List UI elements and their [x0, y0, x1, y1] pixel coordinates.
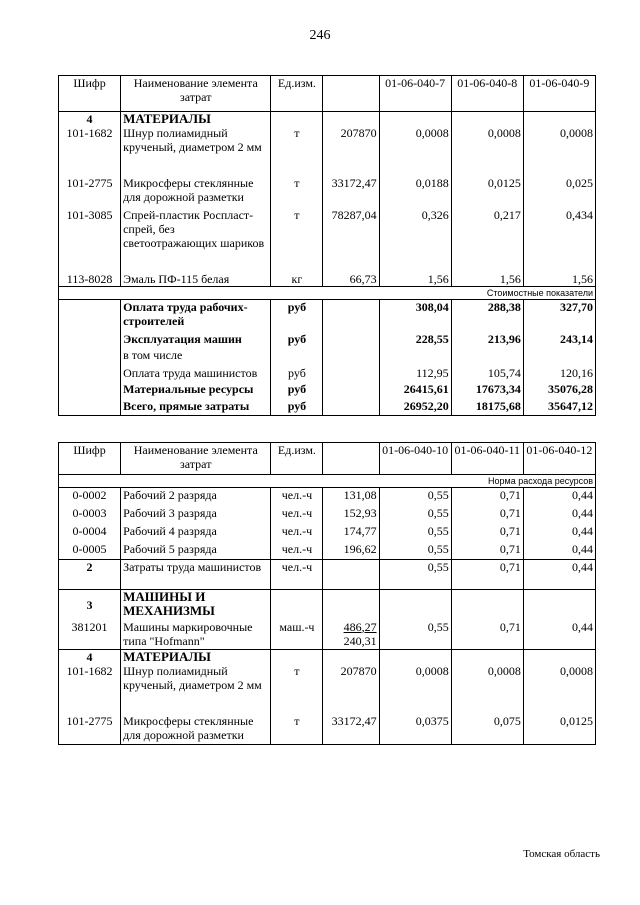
row-v1: 0,55: [379, 620, 451, 650]
row-price: 174,77: [323, 524, 379, 542]
row-code: 101-2775: [59, 176, 121, 208]
cost-row: [59, 300, 596, 330]
row-unit: [271, 650, 323, 665]
cost-unit: руб: [271, 330, 323, 348]
row-v3: 0,44: [523, 560, 595, 590]
row-code: 0-0003: [59, 506, 121, 524]
row-v3: 0,44: [523, 620, 595, 650]
cost-v2: [451, 348, 523, 364]
row-name: Рабочий 5 разряда: [121, 542, 271, 560]
table-row: [59, 542, 596, 560]
row-v2: 0,71: [451, 542, 523, 560]
row-v1: 0,326: [379, 208, 451, 272]
row-code: 4: [59, 650, 121, 665]
row-v2: 0,71: [451, 506, 523, 524]
row-code: 101-3085: [59, 208, 121, 272]
row-v2: 0,0125: [451, 176, 523, 208]
row-unit: чел.-ч: [271, 524, 323, 542]
table-row: [59, 506, 596, 524]
footer-region: Томская область: [523, 848, 600, 860]
row-price: 207870: [323, 664, 379, 714]
row-code: 381201: [59, 620, 121, 650]
cost-v1: [379, 348, 451, 364]
cost-v1: 26952,20: [379, 399, 451, 416]
row-name: МАШИНЫ И МЕХАНИЗМЫ: [121, 590, 271, 620]
header-col-11: 01-06-040-11: [451, 443, 523, 475]
row-v3: 0,44: [523, 524, 595, 542]
row-name: Микросферы стеклянные для дорожной разметки: [121, 176, 271, 208]
row-v2: 0,71: [451, 560, 523, 590]
row-code: 0-0004: [59, 524, 121, 542]
table-row: [59, 590, 596, 620]
row-code: 3: [59, 590, 121, 620]
table-row: [59, 272, 596, 287]
cost-v2: 17673,34: [451, 382, 523, 399]
row-name: Спрей-пластик Роспласт-спрей, без светоотражающих шариков: [121, 208, 271, 272]
row-code: 0-0005: [59, 542, 121, 560]
row-v2: 0,0008: [451, 664, 523, 714]
row-unit: кг: [271, 272, 323, 287]
row-v3: 0,44: [523, 506, 595, 524]
cost-v3: 120,16: [523, 364, 595, 382]
cost-v3: 243,14: [523, 330, 595, 348]
row-name: Микросферы стеклянные для дорожной разметки: [121, 714, 271, 744]
row-code: 101-1682: [59, 126, 121, 176]
row-name: Шнур полиамидный крученый, диаметром 2 мм: [121, 664, 271, 714]
cost-unit: руб: [271, 300, 323, 330]
row-code: 0-0002: [59, 488, 121, 506]
row-v2: 0,075: [451, 714, 523, 744]
cost-name: Эксплуатация машин: [121, 330, 271, 348]
row-unit: [271, 112, 323, 127]
row-v2: [451, 590, 523, 620]
row-v2: [451, 112, 523, 127]
cost-v1: 26415,61: [379, 382, 451, 399]
row-v3: [523, 650, 595, 665]
cost-row: [59, 364, 596, 382]
row-code: 113-8028: [59, 272, 121, 287]
row-price: [323, 560, 379, 590]
table-row: [59, 524, 596, 542]
row-unit: т: [271, 176, 323, 208]
row-v3: 0,44: [523, 488, 595, 506]
cost-row: [59, 382, 596, 399]
table-row: [59, 112, 596, 127]
cost-name: Всего, прямые затраты: [121, 399, 271, 416]
row-price: [323, 650, 379, 665]
header-code: Шифр: [59, 76, 121, 112]
row-unit: чел.-ч: [271, 542, 323, 560]
table-row: [59, 126, 596, 176]
table-row: [59, 714, 596, 744]
row-price: [323, 620, 379, 650]
row-price: [323, 590, 379, 620]
row-v1: 0,55: [379, 506, 451, 524]
row-price-secondary: 240,31: [343, 633, 377, 648]
row-code: 2: [59, 560, 121, 590]
row-name: Рабочий 4 разряда: [121, 524, 271, 542]
header-name: Наименование элемента затрат: [121, 443, 271, 475]
cost-v1: 308,04: [379, 300, 451, 330]
row-v2: 0,71: [451, 524, 523, 542]
table-row: [59, 620, 596, 650]
table-header: [59, 443, 596, 475]
header-col-8: 01-06-040-8: [451, 76, 523, 112]
header-unit: Ед.изм.: [271, 76, 323, 112]
cost-v1: 228,55: [379, 330, 451, 348]
row-v3: 0,0008: [523, 126, 595, 176]
row-v1: [379, 650, 451, 665]
row-v3: 0,0008: [523, 664, 595, 714]
subcaption-row: [59, 287, 596, 300]
header-col-10: 01-06-040-10: [379, 443, 451, 475]
row-name: Машины маркировочные типа "Hofmann": [121, 620, 271, 650]
cost-v2: 18175,68: [451, 399, 523, 416]
page-number: 246: [309, 28, 331, 43]
row-code: 101-2775: [59, 714, 121, 744]
row-price-current: 486,27: [343, 619, 377, 634]
cost-v3: [523, 348, 595, 364]
cost-v3: 327,70: [523, 300, 595, 330]
table-row: [59, 664, 596, 714]
cost-name: Материальные ресурсы: [121, 382, 271, 399]
row-v1: 0,55: [379, 524, 451, 542]
cost-unit: руб: [271, 364, 323, 382]
cost-v3: 35647,12: [523, 399, 595, 416]
row-price: 66,73: [323, 272, 379, 287]
header-code: Шифр: [59, 443, 121, 475]
table-row: [59, 650, 596, 665]
table-row: [59, 560, 596, 590]
table-header: [59, 76, 596, 112]
row-price: [323, 112, 379, 127]
header-col-12: 01-06-040-12: [523, 443, 595, 475]
cost-v3: 35076,28: [523, 382, 595, 399]
row-v1: 0,55: [379, 488, 451, 506]
row-unit: т: [271, 714, 323, 744]
row-v1: [379, 590, 451, 620]
cost-unit: руб: [271, 399, 323, 416]
subcaption-row: [59, 475, 596, 488]
row-v1: 0,55: [379, 542, 451, 560]
row-v3: 1,56: [523, 272, 595, 287]
row-price: 33172,47: [323, 176, 379, 208]
cost-unit: руб: [271, 382, 323, 399]
resource-norm-caption: Норма расхода ресурсов: [59, 475, 596, 488]
row-name: Эмаль ПФ-115 белая: [121, 272, 271, 287]
header-unit: Ед.изм.: [271, 443, 323, 475]
row-v2: 0,217: [451, 208, 523, 272]
row-code: 101-1682: [59, 664, 121, 714]
cost-v2: 288,38: [451, 300, 523, 330]
row-price: 196,62: [323, 542, 379, 560]
row-price: 78287,04: [323, 208, 379, 272]
row-v1: 0,55: [379, 560, 451, 590]
cost-unit: [271, 348, 323, 364]
row-v2: [451, 650, 523, 665]
row-name: Шнур полиамидный крученый, диаметром 2 мм: [121, 126, 271, 176]
row-v3: 0,434: [523, 208, 595, 272]
row-name: Рабочий 3 разряда: [121, 506, 271, 524]
row-v1: 0,0188: [379, 176, 451, 208]
cost-row: [59, 348, 596, 364]
cost-row: [59, 399, 596, 416]
row-price: 33172,47: [323, 714, 379, 744]
row-price: 152,93: [323, 506, 379, 524]
cost-name: Оплата труда рабочих-строителей: [121, 300, 271, 330]
table-row: [59, 176, 596, 208]
row-v3: [523, 590, 595, 620]
row-price: 131,08: [323, 488, 379, 506]
row-v2: 0,0008: [451, 126, 523, 176]
row-v3: [523, 112, 595, 127]
row-unit: т: [271, 126, 323, 176]
row-unit: чел.-ч: [271, 506, 323, 524]
table-row: [59, 488, 596, 506]
row-name: Рабочий 2 разряда: [121, 488, 271, 506]
row-price: 207870: [323, 126, 379, 176]
row-v2: 0,71: [451, 620, 523, 650]
row-name: МАТЕРИАЛЫ: [121, 650, 271, 665]
header-price: [323, 443, 379, 475]
header-col-7: 01-06-040-7: [379, 76, 451, 112]
cost-name: Оплата труда машинистов: [121, 364, 271, 382]
cost-name: в том числе: [121, 348, 271, 364]
row-unit: [271, 590, 323, 620]
row-name: МАТЕРИАЛЫ: [121, 112, 271, 127]
cost-indicators-caption: Стоимостные показатели: [59, 287, 596, 300]
cost-v1: 112,95: [379, 364, 451, 382]
resource-table-2: [58, 442, 596, 745]
row-v1: [379, 112, 451, 127]
cost-row: [59, 330, 596, 348]
row-v3: 0,025: [523, 176, 595, 208]
row-code: 4: [59, 112, 121, 127]
resource-table-1: [58, 75, 596, 416]
row-name: Затраты труда машинистов: [121, 560, 271, 590]
row-v1: 0,0008: [379, 126, 451, 176]
row-v1: 1,56: [379, 272, 451, 287]
cost-v2: 213,96: [451, 330, 523, 348]
row-unit: маш.-ч: [271, 620, 323, 650]
row-unit: чел.-ч: [271, 488, 323, 506]
row-v1: 0,0008: [379, 664, 451, 714]
cost-v2: 105,74: [451, 364, 523, 382]
row-unit: т: [271, 208, 323, 272]
row-v2: 1,56: [451, 272, 523, 287]
row-v2: 0,71: [451, 488, 523, 506]
row-v3: 0,0125: [523, 714, 595, 744]
row-v1: 0,0375: [379, 714, 451, 744]
header-price: [323, 76, 379, 112]
row-v3: 0,44: [523, 542, 595, 560]
row-unit: чел.-ч: [271, 560, 323, 590]
table-row: [59, 208, 596, 272]
row-unit: т: [271, 664, 323, 714]
header-col-9: 01-06-040-9: [523, 76, 595, 112]
header-name: Наименование элемента затрат: [121, 76, 271, 112]
